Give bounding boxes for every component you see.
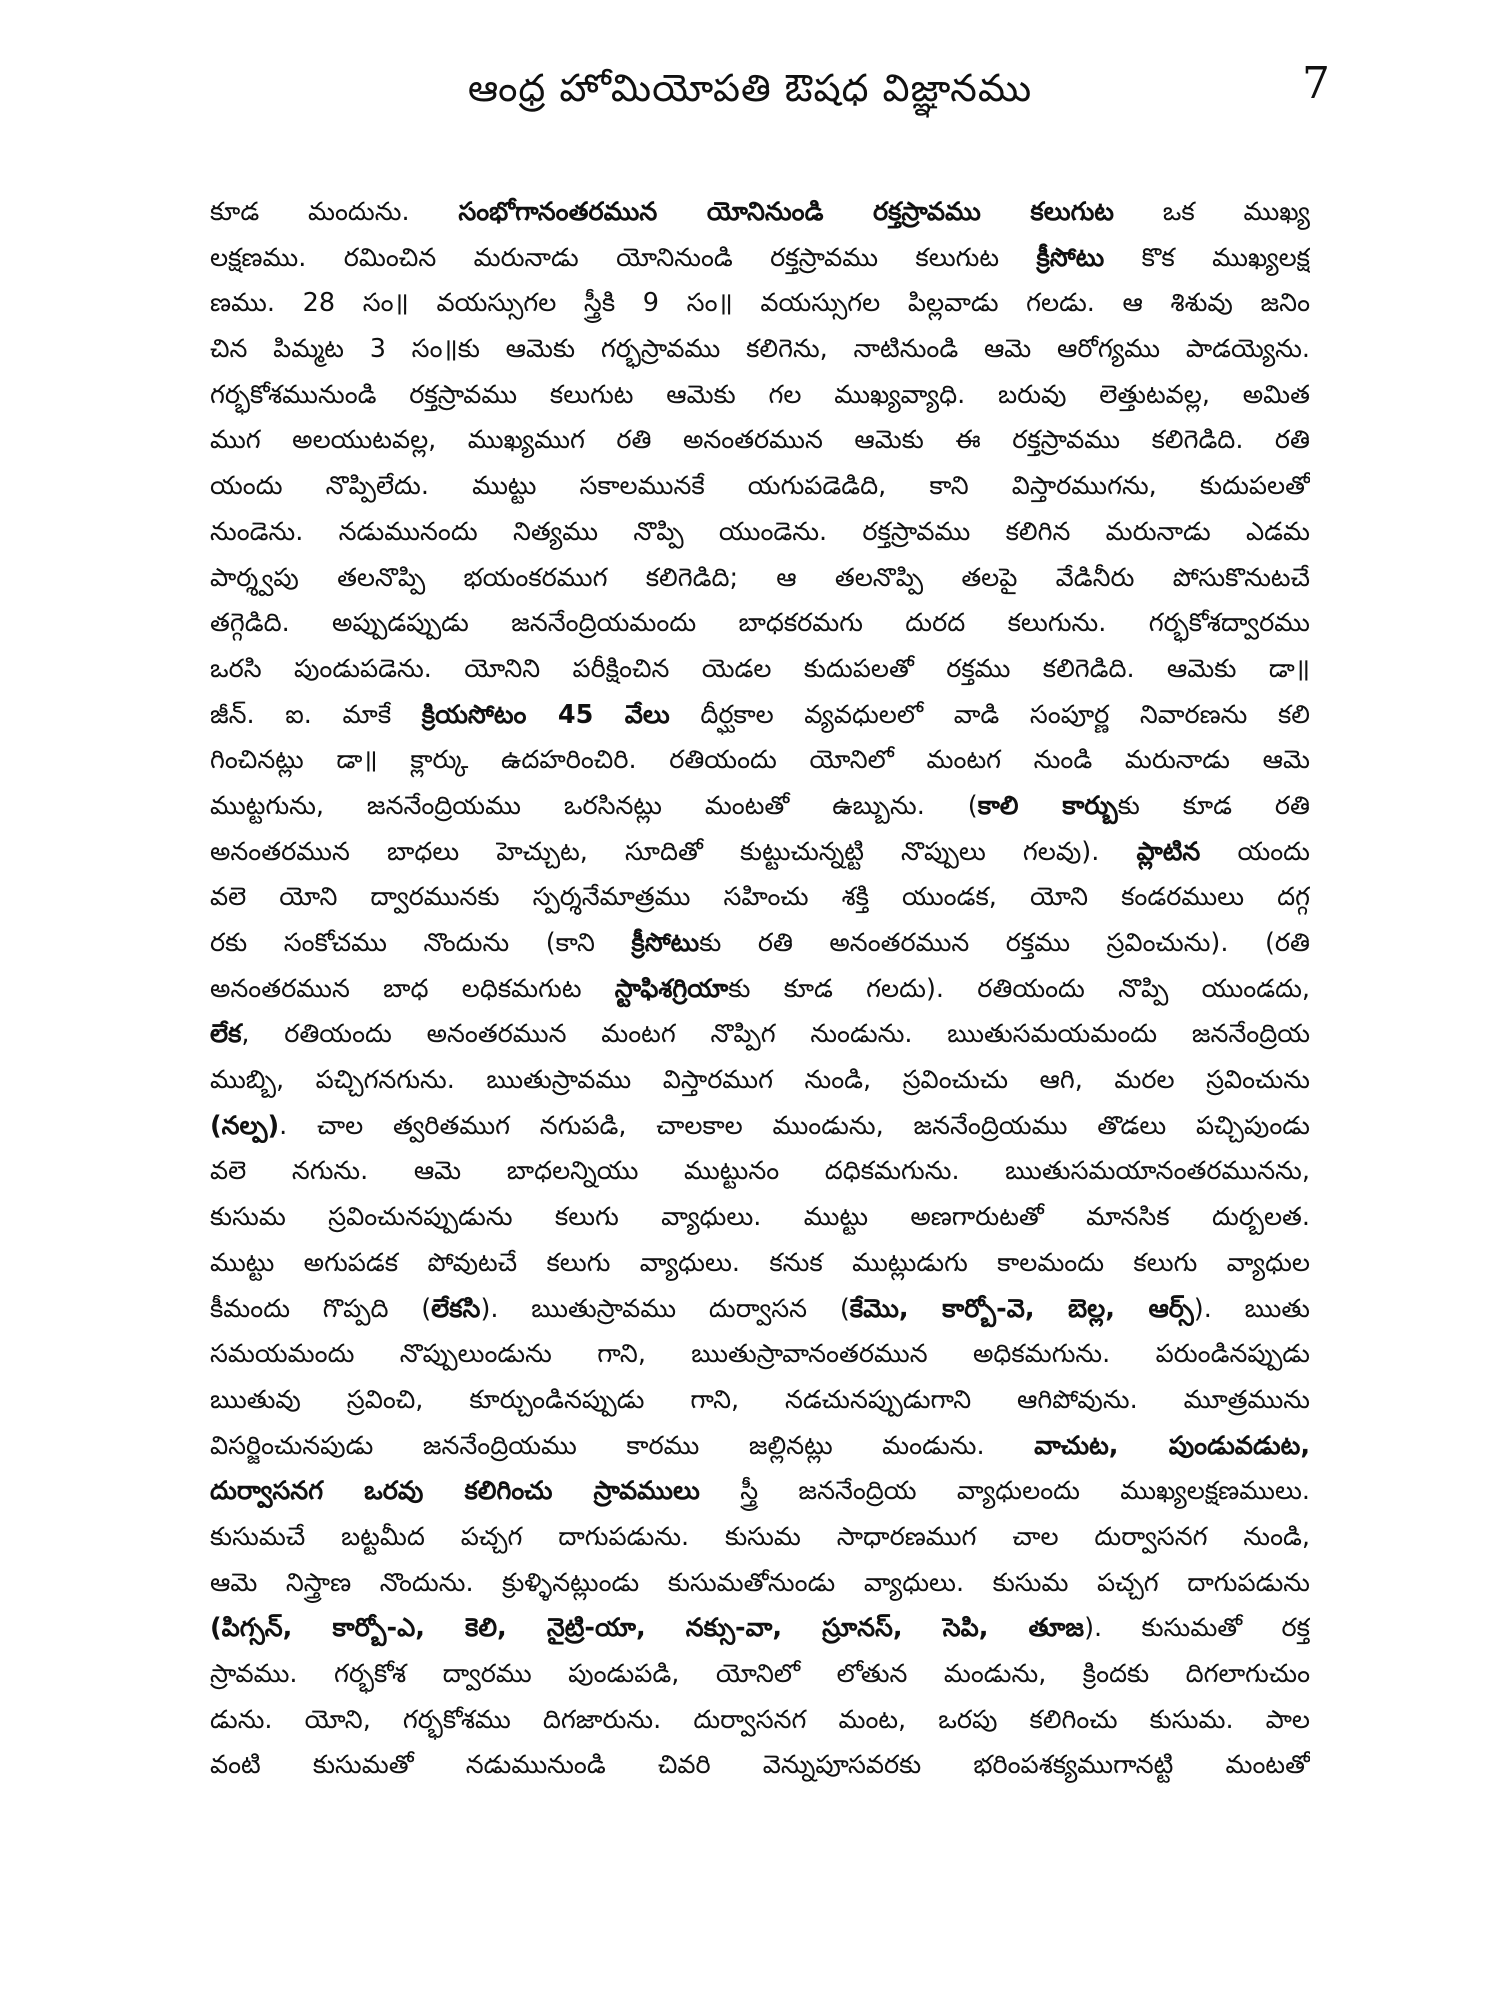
text-line [210, 510, 1310, 556]
page-number: 7 [1302, 58, 1330, 109]
text-segment: పార్శ్వపు తలనొప్పి భయంకరముగ కలిగెడిది; ఆ తలనొప్పి తలపై వేడినీరు పోసుకొనుటచే [210, 562, 1310, 593]
text-line [210, 190, 1310, 236]
text-line [210, 921, 1310, 967]
text-segment: వలె నగును. ఆమె బాధలన్నియు ముట్టునం దధికమగును. ఋతుసమయానంతరమునను, [210, 1156, 1310, 1187]
text-segment: డును. యోని, గర్భకోశము దిగజారును. దుర్వాసనగ మంట, ఒరపు కలిగించు కుసుమ. పాల [210, 1704, 1310, 1735]
bold-text: లేకసి [431, 1293, 481, 1324]
text-line [210, 693, 1310, 739]
text-line [210, 1378, 1310, 1424]
text-segment: కుసుమచే బట్టమీద పచ్చగ దాగుపడును. కుసుమ సాధారణముగ చాల దుర్వాసనగ నుండి, [210, 1521, 1310, 1552]
text-line [210, 601, 1310, 647]
text-segment: ముగ అలయుటవల్ల, ముఖ్యముగ రతి అనంతరమున ఆమెకు ఈ రక్తస్రావము కలిగెడిది. రతి [210, 425, 1310, 456]
text-line [210, 784, 1310, 830]
text-segment: లక్షణము. రమించిన మరునాడు యోనినుండి రక్తస్రావము కలుగుట [210, 242, 1037, 273]
bold-text: సంభోగానంతరమున యోనినుండి రక్తస్రావము కలుగుట [458, 197, 1114, 227]
text-segment: అనంతరమున బాధ లధికమగుట [210, 973, 615, 1004]
text-line [210, 327, 1310, 373]
text-segment: కొక ముఖ్యలక్ష [1104, 242, 1310, 273]
text-line [210, 1287, 1310, 1333]
text-segment: , రతియందు అనంతరమున మంటగ నొప్పిగ నుండును. ఋతుసమయమందు జననేంద్రియ [241, 1019, 1310, 1050]
text-line [210, 875, 1310, 921]
text-segment: కుసుమ స్రవించునప్పుడును కలుగు వ్యాధులు. ముట్టు అణగారుటతో మానసిక దుర్బలత. [210, 1202, 1310, 1233]
text-segment: ణము. 28 సం॥ వయస్సుగల స్త్రీకి 9 సం॥ వయస్సుగల పిల్లవాడు గలడు. ఆ శిశువు జనిం [210, 288, 1310, 319]
bold-text: దుర్వాసనగ ఒరవు కలిగించు స్రావములు [210, 1476, 700, 1507]
text-segment: వలె యోని ద్వారమునకు స్పర్శనేమాత్రము సహించు శక్తి యుండక, యోని కండరములు దగ్గ [210, 882, 1310, 913]
text-segment: ముట్టగును, జననేంద్రియము ఒరసినట్లు మంటతో ఉబ్బును. ( [210, 790, 978, 821]
text-segment: అనంతరమున బాధలు హెచ్చుట, సూదితో కుట్టుచున్నట్టి నొప్పులు గలవు). [210, 836, 1137, 867]
text-segment: యందు [1200, 836, 1310, 867]
text-segment: ఋతువు స్రవించి, కూర్చుండినప్పుడు గాని, నడచునప్పుడుగాని ఆగిపోవును. మూత్రమును [210, 1384, 1310, 1415]
text-segment: విసర్జించునపుడు జననేంద్రియము కారము జల్లినట్లు మండును. [210, 1430, 1035, 1461]
text-line [210, 1561, 1310, 1607]
text-segment: జీన్. ఐ. మాకే [210, 699, 422, 730]
text-line [210, 1241, 1310, 1287]
text-segment: స్త్రీ జననేంద్రియ వ్యాధులందు ముఖ్యలక్షణములు. [699, 1476, 1310, 1507]
text-segment: . చాల త్వరితముగ నగుపడి, చాలకాల ముండును, జననేంద్రియము తొడలు పచ్చిపుండు [279, 1110, 1310, 1141]
bold-text: లేక [210, 1019, 242, 1050]
text-segment: నుండెను. నడుమునందు నిత్యము నొప్పి యుండెను. రక్తస్రావము కలిగిన మరునాడు ఎడమ [210, 516, 1310, 547]
text-line [210, 1652, 1310, 1698]
text-line [210, 236, 1310, 282]
text-line [210, 1332, 1310, 1378]
text-line [210, 464, 1310, 510]
text-segment: తగ్గెడిది. అప్పుడప్పుడు జననేంద్రియమందు బాధకరమగు దురద కలుగును. గర్భకోశద్వారము [210, 608, 1310, 639]
text-segment: ). కుసుమతో రక్త [1084, 1613, 1310, 1644]
text-line [210, 1195, 1310, 1241]
text-segment: దీర్ఘకాల వ్యవధులలో వాడి సంపూర్ణ నివారణను కలి [669, 699, 1310, 730]
bold-text: క్రీసోటు [631, 928, 700, 958]
text-line [210, 1606, 1310, 1652]
text-line [210, 1698, 1310, 1744]
text-segment: వంటి కుసుమతో నడుమునుండి చివరి వెన్నుపూసవరకు భరింపశక్యముగానట్టి మంటతో [210, 1750, 1310, 1781]
text-segment: ముబ్బి, పచ్చిగనగును. ఋతుస్రావము విస్తారముగ నుండి, స్రవించుచు ఆగి, మరల స్రవించును [210, 1065, 1310, 1096]
text-segment: గించినట్లు డా॥ క్లార్కు ఉదహరించిరి. రతియందు యోనిలో మంటగ నుండి మరునాడు ఆమె [210, 745, 1310, 776]
text-line [210, 647, 1310, 693]
text-segment: కూడ మందును. [210, 197, 459, 227]
text-segment: కీమందు గొప్పది ( [210, 1293, 432, 1324]
text-segment: ). ఋతు [1193, 1293, 1310, 1324]
bold-text: (పిగ్సన్, కార్బో-ఎ, కెలి, నైట్రి-యా, నక్సు-వా, స్రూనస్, సెపి, తూజ [210, 1613, 1085, 1644]
text-segment: ఒక ముఖ్య [1114, 197, 1310, 227]
text-segment: ఒరసి పుండుపడెను. యోనిని పరీక్షించిన యెడల కుదుపలతో రక్తము కలిగెడిది. ఆమెకు డా॥ [210, 653, 1310, 684]
text-segment: చిన పిమ్మట 3 సం॥కు ఆమెకు గర్భస్రావము కలిగెను, నాటినుండి ఆమె ఆరోగ్యము పాడయ్యెను. [210, 334, 1310, 365]
text-line [210, 1149, 1310, 1195]
text-segment: కు కూడ గలదు). రతియందు నొప్పి యుండదు, [728, 973, 1310, 1004]
text-line [210, 738, 1310, 784]
text-line [210, 1424, 1310, 1470]
text-segment: యందు నొప్పిలేదు. ముట్టు సకాలమునకే యగుపడెడిది, కాని విస్తారముగను, కుదుపలతో [210, 471, 1310, 502]
text-line [210, 1012, 1310, 1058]
text-segment: ముట్టు అగుపడక పోవుటచే కలుగు వ్యాధులు. కనుక ముట్లుడుగు కాలమందు కలుగు వ్యాధుల [210, 1247, 1310, 1278]
text-line [210, 556, 1310, 602]
bold-text: కేమొ, కార్బో-వె, బెల్ల, ఆర్స్ [849, 1293, 1194, 1324]
text-segment: కు రతి అనంతరమున రక్తము స్రవించును). (రతి [699, 928, 1310, 958]
text-segment: ). ఋతుస్రావము దుర్వాసన ( [480, 1293, 850, 1324]
bold-text: (నల్ప) [210, 1110, 280, 1141]
text-line [210, 373, 1310, 419]
text-segment: గర్భకోశమునుండి రక్తస్రావము కలుగుట ఆమెకు గల ముఖ్యవ్యాధి. బరువు లెత్తుటవల్ల, అమిత [210, 379, 1310, 410]
text-line [210, 1469, 1310, 1515]
bold-text: క్రియసోటం 45 వేలు [421, 699, 670, 730]
text-segment: స్రావము. గర్భకోశ ద్వారము పుండుపడి, యోనిలో లోతున మండును, క్రిందకు దిగలాగుచుం [210, 1659, 1310, 1689]
bold-text: ప్లాటిన [1136, 836, 1201, 867]
text-line [210, 830, 1310, 876]
text-line [210, 1743, 1310, 1789]
bold-text: స్టాఫిశగ్రియా [614, 973, 729, 1004]
body-text [210, 190, 1310, 1950]
text-line [210, 967, 1310, 1013]
running-header [150, 58, 1350, 138]
text-segment: రకు సంకోచము నొందును (కాని [210, 928, 632, 958]
text-line [210, 281, 1310, 327]
page-title: ఆంధ్ర హోమియోపతి ఔషధ విజ్ఞానము [467, 66, 1033, 110]
text-line [210, 1058, 1310, 1104]
text-line [210, 1104, 1310, 1150]
text-line [210, 1515, 1310, 1561]
text-segment: సమయమందు నొప్పులుండును గాని, ఋతుస్రావానంతరమున అధికమగును. పరుండినప్పుడు [210, 1339, 1310, 1370]
text-segment: కు కూడ రతి [1117, 790, 1310, 821]
text-segment: ఆమె నిస్త్రాణ నొందును. క్రుళ్ళినట్లుండు కుసుమతోనుండు వ్యాధులు. కుసుమ పచ్చగ దాగుపడును [210, 1567, 1310, 1598]
text-line [210, 418, 1310, 464]
bold-text: కాలి కార్బు [977, 790, 1118, 821]
bold-text: వాచుట, పుండువడుట, [1034, 1430, 1310, 1461]
bold-text: క్రీసోటు [1036, 242, 1105, 273]
